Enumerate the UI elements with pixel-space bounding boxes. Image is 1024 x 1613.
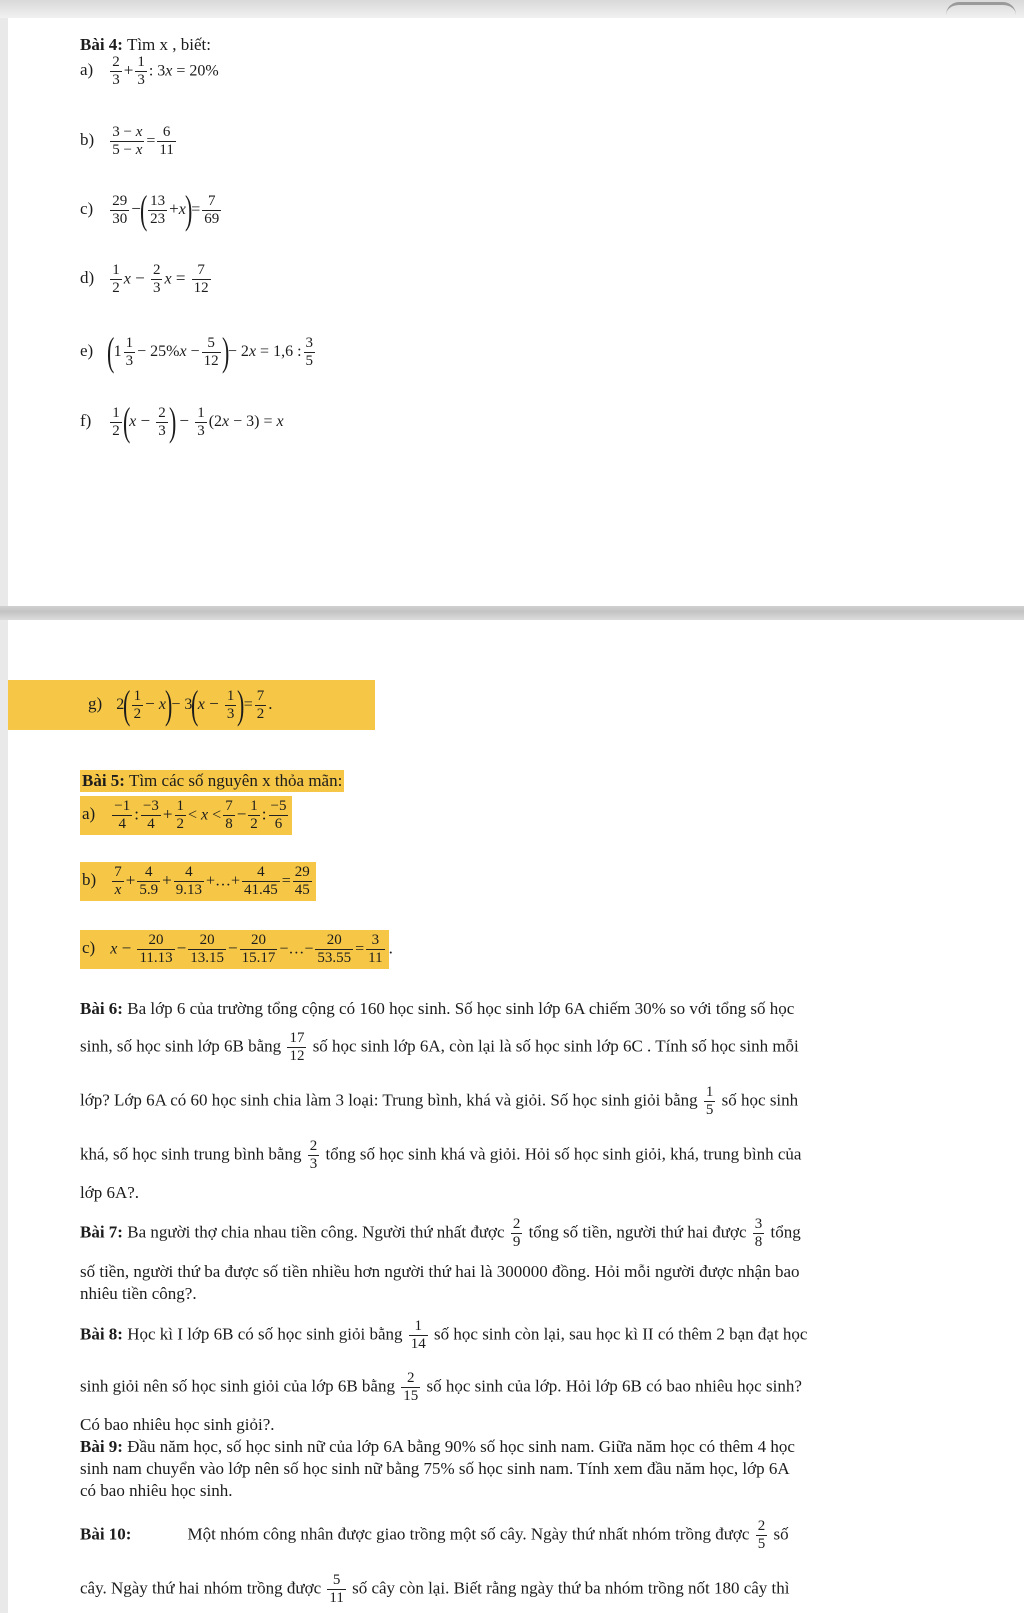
bai7-line3: nhiêu tiền công?. xyxy=(80,1284,197,1303)
bai6-line4: khá, số học sinh trung bình bằng $\frac{2}{3}$ tổng số học sinh khá và giỏi. Hỏi số học sinh giỏi, khá, trung bình của xyxy=(80,1138,802,1172)
bai8-line1: Bài 8: Học kì I lớp 6B có số học sinh giỏi bằng $\frac{1}{14}$ số học sinh còn lại, sau học kì II có thêm 2 bạn đạt học xyxy=(80,1318,808,1352)
document-page-1 xyxy=(8,18,1024,606)
bai8-line2: sinh giỏi nên số học sinh giỏi của lớp 6B bằng $\frac{2}{15}$ số học sinh của lớp. Hỏi lớp 6B có bao nhiêu học sinh? xyxy=(80,1370,802,1404)
bai5-c: c) x − $\frac{20}{11.13}$ − $\frac{20}{13.15}$ − $\frac{20}{15.17}$ −…− $\frac{20}{53.55}$ = $\frac{3}{11}$ . xyxy=(80,930,393,969)
bai7-line2: số tiền, người thứ ba được số tiền nhiều hơn người thứ hai là 300000 đồng. Hỏi mỗi người được nhận bao xyxy=(80,1262,800,1281)
bai7-line1: Bài 7: Ba người thợ chia nhau tiền công. Người thứ nhất được $\frac{2}{9}$ tổng số tiền, người thứ hai được $\frac{3}{8}$ tổng xyxy=(80,1216,801,1250)
bai9-line2: sinh nam chuyển vào lớp nên số học sinh nữ bằng 75% số học sinh nam. Tính xem đầu năm học, lớp 6A xyxy=(80,1459,790,1478)
bai8-line3: Có bao nhiêu học sinh giỏi?. xyxy=(80,1415,275,1434)
bai4-f: f) $\frac{1}{2}$ (x − $\frac{2}{3}$ ) − $\frac{1}{3}$ (2x − 3) = x xyxy=(80,399,284,444)
bai6-line1: Bài 6: Ba lớp 6 của trường tổng cộng có 160 học sinh. Số học sinh lớp 6A chiếm 30% so với tổng số học xyxy=(80,999,795,1018)
bai4-e: e) (1 $\frac{1}{3}$ − 25%x − $\frac{5}{12}$ )− 2x = 1,6 : $\frac{3}{5}$ xyxy=(80,329,314,374)
bai4-heading: Bài 4: Tìm x , biết: xyxy=(80,35,211,54)
bai4-b: b) $\frac{3 - x}{5 - x}$ = $\frac{6}{11}$ xyxy=(80,124,174,158)
page-curl-icon xyxy=(946,2,1016,15)
bai10-line2: cây. Ngày thứ hai nhóm trồng được $\frac{5}{11}$ số cây còn lại. Biết rằng ngày thứ ba nhóm trồng nốt 180 cây thì xyxy=(80,1572,790,1606)
page-separator xyxy=(0,606,1024,620)
bai5-a: a) $\frac{-1}{4}$ : $\frac{-3}{4}$ + $\frac{1}{2}$ < x < $\frac{7}{8}$ − $\frac{1}{2}$ : $\frac{-5}{6}$ xyxy=(80,796,292,835)
bai6-line5: lớp 6A?. xyxy=(80,1183,140,1202)
bai9-line1: Bài 9: Đầu năm học, số học sinh nữ của lớp 6A bằng 90% số học sinh nam. Giữa năm học có thêm 4 học xyxy=(80,1437,795,1456)
bai4-d: d) $\frac{1}{2}$ x − $\frac{2}{3}$ x = $\frac{7}{12}$ xyxy=(80,262,209,296)
bai5-heading: Bài 5: Tìm các số nguyên x thỏa mãn: xyxy=(82,771,343,790)
bai4-g: g) 2( $\frac{1}{2}$ − x)− 3(x − $\frac{1}{3}$ )= $\frac{7}{2}$ . xyxy=(88,682,273,727)
bai9-line3: có bao nhiêu học sinh. xyxy=(80,1481,233,1500)
bai4-c: c) $\frac{29}{30}$ −( $\frac{13}{23}$ +x)= $\frac{7}{69}$ xyxy=(80,187,220,232)
bai6-line3: lớp? Lớp 6A có 60 học sinh chia làm 3 loại: Trung bình, khá và giỏi. Số học sinh giỏi bằng $\frac{1}{5}$ số học sinh xyxy=(80,1084,799,1118)
bai5-b: b) $\frac{7}{x}$ + $\frac{4}{5.9}$ + $\frac{4}{9.13}$ +…+ $\frac{4}{41.45}$ = $\frac{29}{45}$ xyxy=(80,862,316,901)
viewer-top-bar xyxy=(0,0,1024,18)
bai4-a: a) $\frac{2}{3}$ + $\frac{1}{3}$ : 3x = 20% xyxy=(80,54,219,88)
bai10-line1: Bài 10: Một nhóm công nhân được giao trồng một số cây. Ngày thứ nhất nhóm trồng được $\frac{2}{5}$ số xyxy=(80,1518,789,1552)
bai6-line2: sinh, số học sinh lớp 6B bằng $\frac{17}{12}$ số học sinh lớp 6A, còn lại là số học sinh lớp 6C . Tính số học sinh mỗi xyxy=(80,1030,799,1064)
